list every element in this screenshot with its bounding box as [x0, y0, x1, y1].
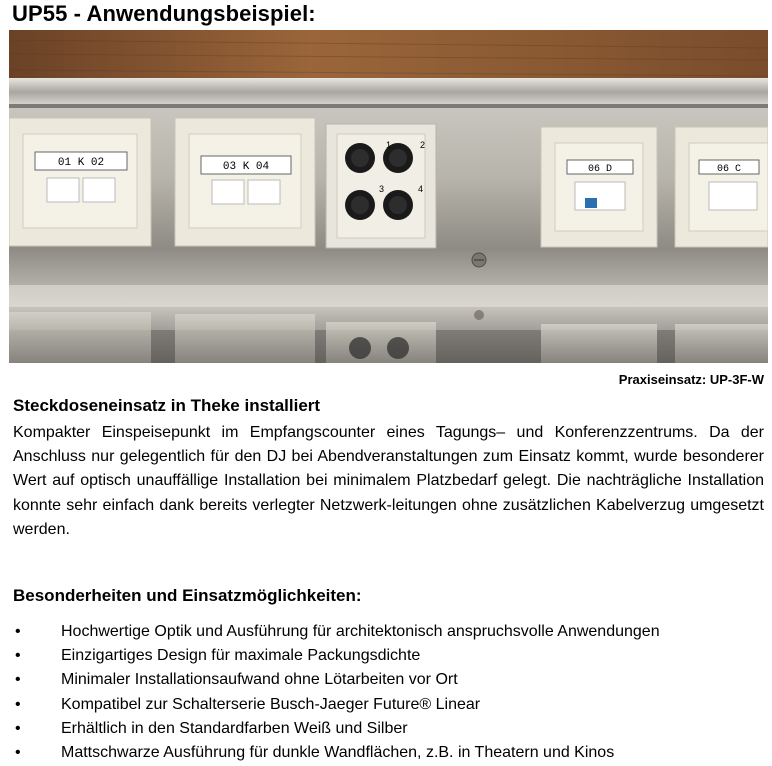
socket-label: 03 K 04 [222, 161, 270, 173]
xlr-plate [326, 124, 436, 248]
feature-text: Hochwertige Optik und Ausführung für architektonisch anspruchsvolle Anwendungen [61, 623, 660, 640]
list-item [13, 717, 768, 741]
feature-text: Mattschwarze Ausführung für dunkle Wandflächen, z.B. in Theatern und Kinos [61, 743, 615, 761]
installation-photo [9, 30, 768, 363]
list-item [13, 741, 768, 765]
feature-text: Einzigartiges Design für maximale Packungsdichte [61, 647, 421, 665]
bullet-icon: • [15, 743, 21, 761]
svg-text:3: 3 [379, 184, 385, 194]
bullet-icon: • [15, 719, 21, 737]
svg-text:4: 4 [418, 184, 424, 194]
description-paragraph: Kompakter Einspeisepunkt im Empfangscounter eines Tagungs– und Konferenzzentrums. Da der Anschluss nur gelegentlich für den DJ bei Abendveranstaltungen zum Einsatz kommt, wurde besonderer Wert auf optisch unauffällige Installation bei minimalem Platzbedarf gelegt. Die nachträgliche Installation konnte sehr einfach dank bereits verlegter Netzwerk-leitungen ohne zusätzlichen Kabelverzug umgesetzt werden. [13, 424, 764, 538]
bullet-icon: • [15, 695, 21, 713]
svg-text:1: 1 [386, 140, 392, 150]
socket-label: 01 K 02 [57, 157, 105, 169]
feature-text: Minimaler Installationsaufwand ohne Lötarbeiten vor Ort [61, 671, 458, 689]
bullet-icon: • [15, 671, 21, 689]
section-subheading: Steckdoseneinsatz in Theke installiert [13, 396, 321, 415]
network-socket-plate [541, 127, 657, 247]
photo-caption: Praxiseinsatz: UP-3F-W [618, 372, 764, 387]
list-item [13, 668, 768, 692]
svg-text:2: 2 [420, 140, 426, 150]
bullet-icon: • [15, 647, 21, 665]
list-item [13, 620, 768, 644]
list-item [13, 644, 768, 668]
features-heading: Besonderheiten und Einsatzmöglichkeiten: [13, 586, 362, 605]
feature-text: Kompatibel zur Schalterserie Busch-Jaeger Future® Linear [61, 695, 481, 713]
bullet-icon: • [15, 623, 21, 640]
network-socket-plate [9, 118, 151, 246]
socket-label: 06 C [716, 164, 742, 175]
network-socket-plate [675, 127, 768, 247]
socket-label: 06 D [587, 164, 613, 175]
features-list [13, 620, 768, 765]
page-title: UP55 - Anwendungsbeispiel: [12, 1, 316, 26]
feature-text: Erhältlich in den Standardfarben Weiß und Silber [61, 719, 408, 737]
list-item [13, 693, 768, 717]
network-socket-plate [175, 118, 315, 246]
